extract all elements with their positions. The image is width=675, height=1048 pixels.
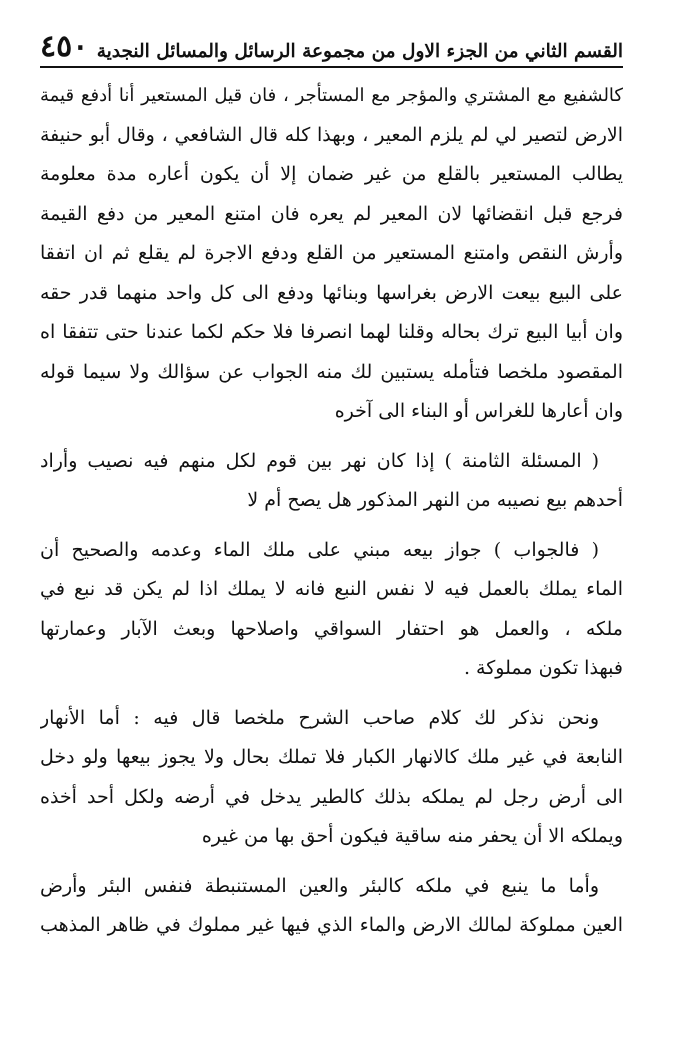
body-text	[40, 76, 623, 946]
text-line: النابعة في غير ملك كالانهار الكبار فلا تملك بحال ولا يجوز بيعها ولو دخل	[40, 746, 623, 768]
text-line: ( فالجواب ) جواز بيعه مبني على ملك الماء وعدمه والصحيح أن	[40, 538, 599, 561]
text-line: فرجع قبل انقضائها لان المعير لم يعره فان امتنع المعير من دفع القيمة	[40, 202, 623, 225]
text-line: كالشفيع مع المشتري والمؤجر مع المستأجر ، فان قيل المستعير أنا أدفع قيمة	[40, 85, 623, 106]
paragraph	[40, 76, 623, 432]
paragraph	[40, 867, 623, 946]
paragraph	[40, 531, 623, 689]
text-line: ( المسئلة الثامنة ) إذا كان نهر بين قوم لكل منهم فيه نصيب وأراد	[40, 449, 599, 472]
text-line: يطالب المستعير بالقلع من غير ضمان إلا أن يكون أعاره مدة معلومة	[40, 163, 623, 185]
page-number: ٤٥٠	[40, 29, 89, 64]
text-line: وأرش النقص وامتنع المستعير من القلع ودفع الاجرة لم يقلع ثم ان اتفقا	[40, 242, 623, 264]
running-title: القسم الثاني من الجزء الاول من مجموعة الرسائل والمسائل النجدية	[96, 40, 623, 62]
text-line: ويملكه الا أن يحفر منه ساقية فيكون أحق بها من غيره	[201, 825, 623, 847]
text-line: وان أبيا البيع ترك بحاله وقلنا لهما انصرفا فلا حكم لكما عندنا حتى تتفقا اه	[40, 321, 623, 343]
text-line: وان أعارها للغراس أو البناء الى آخره	[334, 400, 623, 422]
page-header	[40, 22, 623, 68]
text-line: وأما ما ينبع في ملكه كالبئر والعين المستنبطة فنفس البئر وأرض	[40, 874, 599, 897]
text-line: أحدهم بيع نصيبه من النهر المذكور هل يصح أم لا	[247, 489, 623, 511]
text-line: العين مملوكة لمالك الارض والماء الذي فيها غير مملوك في ظاهر المذهب	[40, 914, 623, 936]
text-line: ملكه ، والعمل هو احتفار السواقي واصلاحها وبعث الآبار وعمارتها	[40, 617, 623, 640]
paragraph	[40, 699, 623, 857]
text-line: فبهذا تكون مملوكة .	[463, 657, 623, 679]
text-line: على البيع بيعت الارض بغراسها وبنائها ودفع الى كل واحد منهما قدر حقه	[40, 281, 623, 304]
text-line: الى أرض رجل لم يملكه بذلك كالطير يدخل في أرضه ولكل أحد أخذه	[40, 785, 623, 808]
text-line: الماء يملك بالعمل فيه لا نفس النبع فانه لا يملك اذا لم يكن قد نبع في	[40, 578, 623, 600]
paragraph	[40, 442, 623, 521]
text-line: المقصود ملخصا فتأمله يستبين لك منه الجواب عن سؤالك ولا سيما قوله	[40, 360, 623, 383]
text-line: الارض لتصير لي لم يلزم المعير ، وبهذا كله قال الشافعي ، وقال أبو حنيفة	[40, 123, 623, 146]
text-line: ونحن نذكر لك كلام صاحب الشرح ملخصا قال فيه : أما الأنهار	[40, 706, 599, 729]
